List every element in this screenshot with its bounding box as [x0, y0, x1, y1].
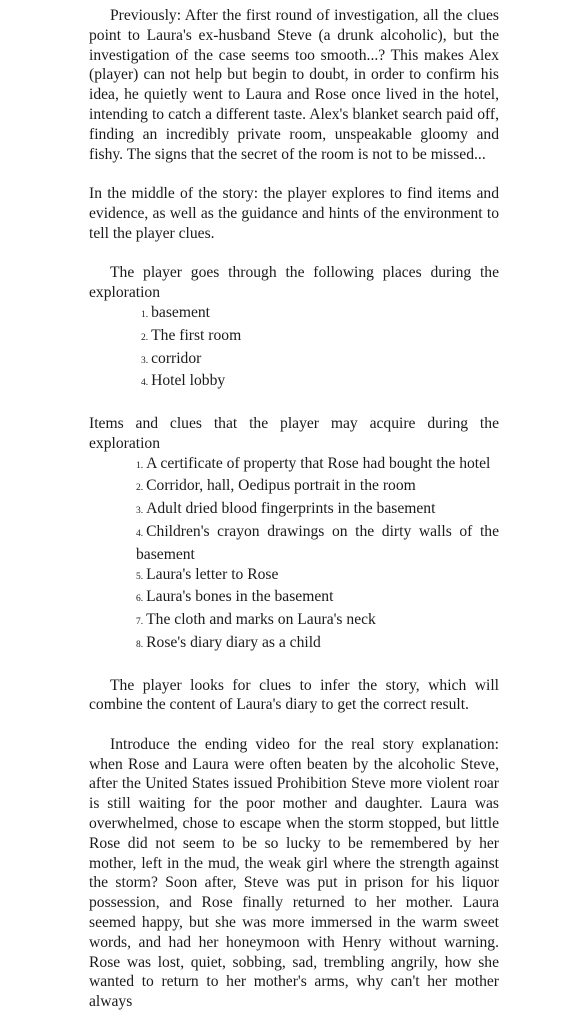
list-item: 1. basement: [141, 303, 211, 321]
list-item: 2. The first room: [141, 326, 242, 344]
list-item: 8. Rose's diary diary as a child: [136, 633, 321, 651]
places-heading: The player goes through the following places during the exploration: [89, 264, 499, 302]
middle-paragraph: In the middle of the story: the player explores to find items and evidence, as well as the guidance and hints of the environment to tell the player clues.: [89, 185, 499, 242]
list-item: 3. Adult dried blood fingerprints in the basement: [136, 500, 436, 518]
list-item: 4. Hotel lobby: [141, 372, 226, 390]
paragraph-gap: [89, 244, 499, 264]
list-item: 4. Children's crayon drawings on the dirty walls of the basement: [136, 522, 499, 563]
paragraph-gap: [89, 394, 499, 414]
list-item: 2. Corridor, hall, Oedipus portrait in the room: [136, 477, 416, 495]
ending-paragraph: Introduce the ending video for the real story explanation: when Rose and Laura were often beaten by the alcoholic Steve, after the United States issued Prohibition Steve more violent roar is still waiting for the poor mother and daughter. Laura was overwhelmed, chose to escape when the storm stopped, but little Rose did not seem to be so lucky to be remembered by her mother, left in the mud, the weak girl where the strength against the storm? Soon after, Steve was put in prison for his liquor possession, and Rose finally returned to her mother. Laura seemed happy, but she was more immersed in the warm sweet words, and had her honeymoon with Henry without warning. Rose was lost, quiet, sobbing, sad, trembling angrily, how she wanted to return to her mother's arms, why can't her mother always: [89, 735, 499, 1011]
list-item: 1. A certificate of property that Rose had bought the hotel: [136, 454, 491, 472]
list-item: 7. The cloth and marks on Laura's neck: [136, 611, 376, 629]
paragraph-gap: [89, 164, 499, 184]
list-item: 5. Laura's letter to Rose: [136, 565, 279, 583]
items-heading: Items and clues that the player may acquire during the exploration: [89, 414, 499, 452]
places-list: [89, 303, 499, 394]
list-item: 6. Laura's bones in the basement: [136, 588, 334, 606]
paragraph-gap: [89, 715, 499, 735]
intro-paragraph: Previously: After the first round of investigation, all the clues point to Laura's ex-husband Steve (a drunk alcoholic), but the investigation of the case seems too smooth...? This makes Alex (player) can not help but begin to doubt, in order to confirm his idea, he quietly went to Laura and Rose once lived in the hotel, intending to catch a different taste. Alex's blanket search paid off, finding an incredibly private room, unspeakable gloomy and fishy. The signs that the secret of the room is not to be missed...: [89, 7, 499, 163]
list-item: 3. corridor: [141, 349, 202, 367]
items-list: [89, 454, 499, 656]
document-page: [89, 6, 499, 1012]
paragraph-gap: [89, 656, 499, 676]
clues-paragraph: The player looks for clues to infer the story, which will combine the content of Laura's diary to get the correct result.: [89, 676, 499, 714]
